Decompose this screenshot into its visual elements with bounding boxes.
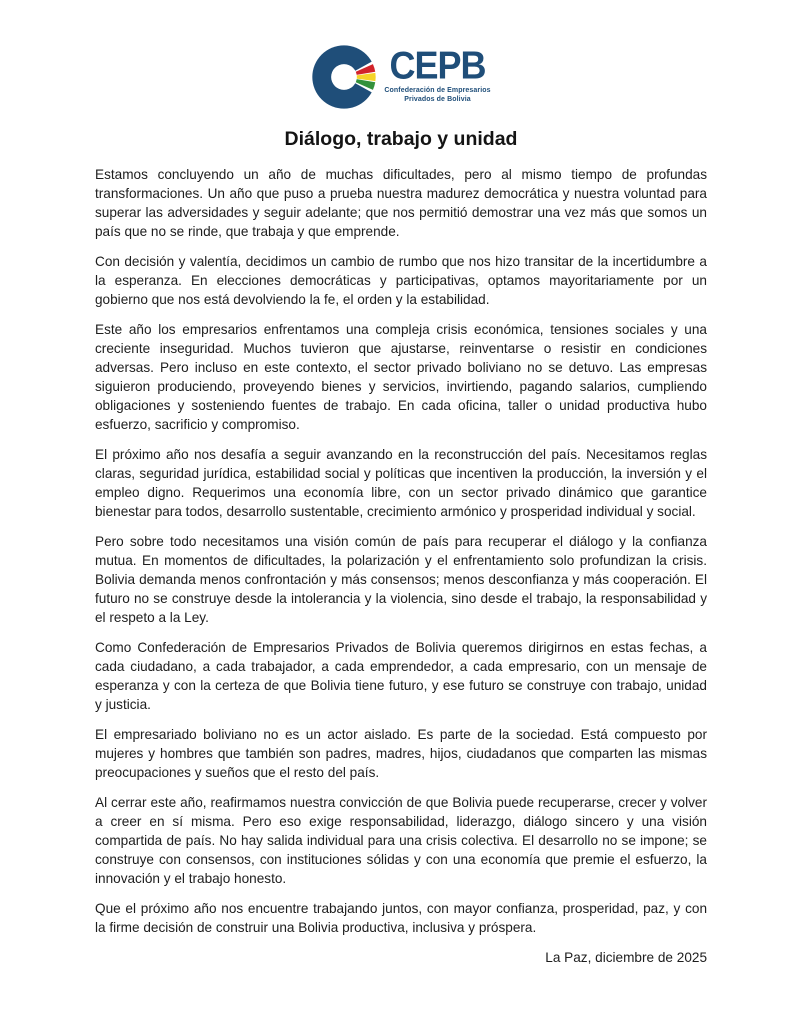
letter-header (95, 0, 707, 152)
logo-org-line1: Confederación de Empresarios (384, 87, 491, 94)
page-title: Diálogo, trabajo y unidad (284, 128, 518, 150)
letter-body (95, 165, 707, 967)
cepb-logo (311, 44, 490, 110)
logo-org-name (384, 86, 490, 104)
paragraph-3: Este año los empresarios enfrentamos una compleja crisis económica, tensiones sociales y una creciente inseguridad. Muchos tuvieron que ajustarse, reinventarse o resistir en condiciones adversas. Pero incluso en este contexto, el sector privado boliviano no se detuvo. Las empresas siguieron produciendo, proveyendo bienes y servicios, invirtiendo, pagando salarios, cumpliendo obligaciones y sosteniendo fuentes de trabajo. En cada oficina, taller o unidad productiva hubo esfuerzo, sacrificio y compromiso. (95, 322, 707, 432)
logo-center-hole (331, 64, 357, 90)
paragraph-9: Que el próximo año nos encuentre trabajando juntos, con mayor confianza, prosperidad, paz, y con la firme decisión de construir una Bolivia productiva, inclusiva y próspera. (95, 901, 707, 935)
paragraph-5: Pero sobre todo necesitamos una visión común de país para recuperar el diálogo y la confianza mutua. En momentos de dificultades, la polarización y el enfrentamiento solo profundizan la crisis. Bolivia demanda menos confrontación y más consensos; menos desconfianza y más cooperación. El futuro no se construye desde la intolerancia y la violencia, sino desde el trabajo, la responsabilidad y el respeto a la Ley. (95, 534, 707, 625)
paragraph-1: Estamos concluyendo un año de muchas dificultades, pero al mismo tiempo de profundas transformaciones. Un año que puso a prueba nuestra madurez democrática y nuestra voluntad para superar las adversidades y seguir adelante; que nos permitió demostrar una vez más que somos un país que no se rinde, que trabaja y que emprende. (95, 167, 707, 239)
logo-text (384, 42, 491, 104)
cepb-logo-icon (311, 44, 377, 110)
paragraph-8: Al cerrar este año, reafirmamos nuestra convicción de que Bolivia puede recuperarse, crecer y volver a creer en sí misma. Pero eso exige responsabilidad, liderazgo, diálogo sincero y una visión compartida de país. No hay salida individual para una crisis colectiva. El desarrollo no se impone; se construye con consensos, con instituciones sólidas y con una economía que premie el esfuerzo, la innovación y el trabajo honesto. (95, 795, 707, 886)
paragraph-6: Como Confederación de Empresarios Privados de Bolivia queremos dirigirnos en estas fechas, a cada ciudadano, a cada trabajador, a cada emprendedor, a cada empresario, con un mensaje de esperanza y con la certeza de que Bolivia tiene futuro, y ese futuro se construye con trabajo, unidad y justicia. (95, 640, 707, 712)
logo-org-line2: Privados de Bolivia (404, 96, 471, 104)
dateline: La Paz, diciembre de 2025 (545, 950, 707, 965)
paragraph-2: Con decisión y valentía, decidimos un cambio de rumbo que nos hizo transitar de la incertidumbre a la esperanza. En elecciones democráticas y participativas, optamos mayoritariamente por un gobierno que nos está devolviendo la fe, el orden y la estabilidad. (95, 254, 707, 307)
paragraph-4: El próximo año nos desafía a seguir avanzando en la reconstrucción del país. Necesitamos reglas claras, seguridad jurídica, estabilidad social y políticas que incentiven la producción, la inversión y el empleo digno. Requerimos una economía libre, con un sector privado dinámico que garantice bienestar para todos, desarrollo sustentable, crecimiento armónico y prosperidad individual y social. (95, 447, 707, 519)
logo-acronym: CEPB (389, 42, 486, 88)
paragraph-7: El empresariado boliviano no es un actor aislado. Es parte de la sociedad. Está compuesto por mujeres y hombres que también son padres, madres, hijos, ciudadanos que comparten las mismas preocupaciones y sueños que el resto del país. (95, 727, 707, 780)
